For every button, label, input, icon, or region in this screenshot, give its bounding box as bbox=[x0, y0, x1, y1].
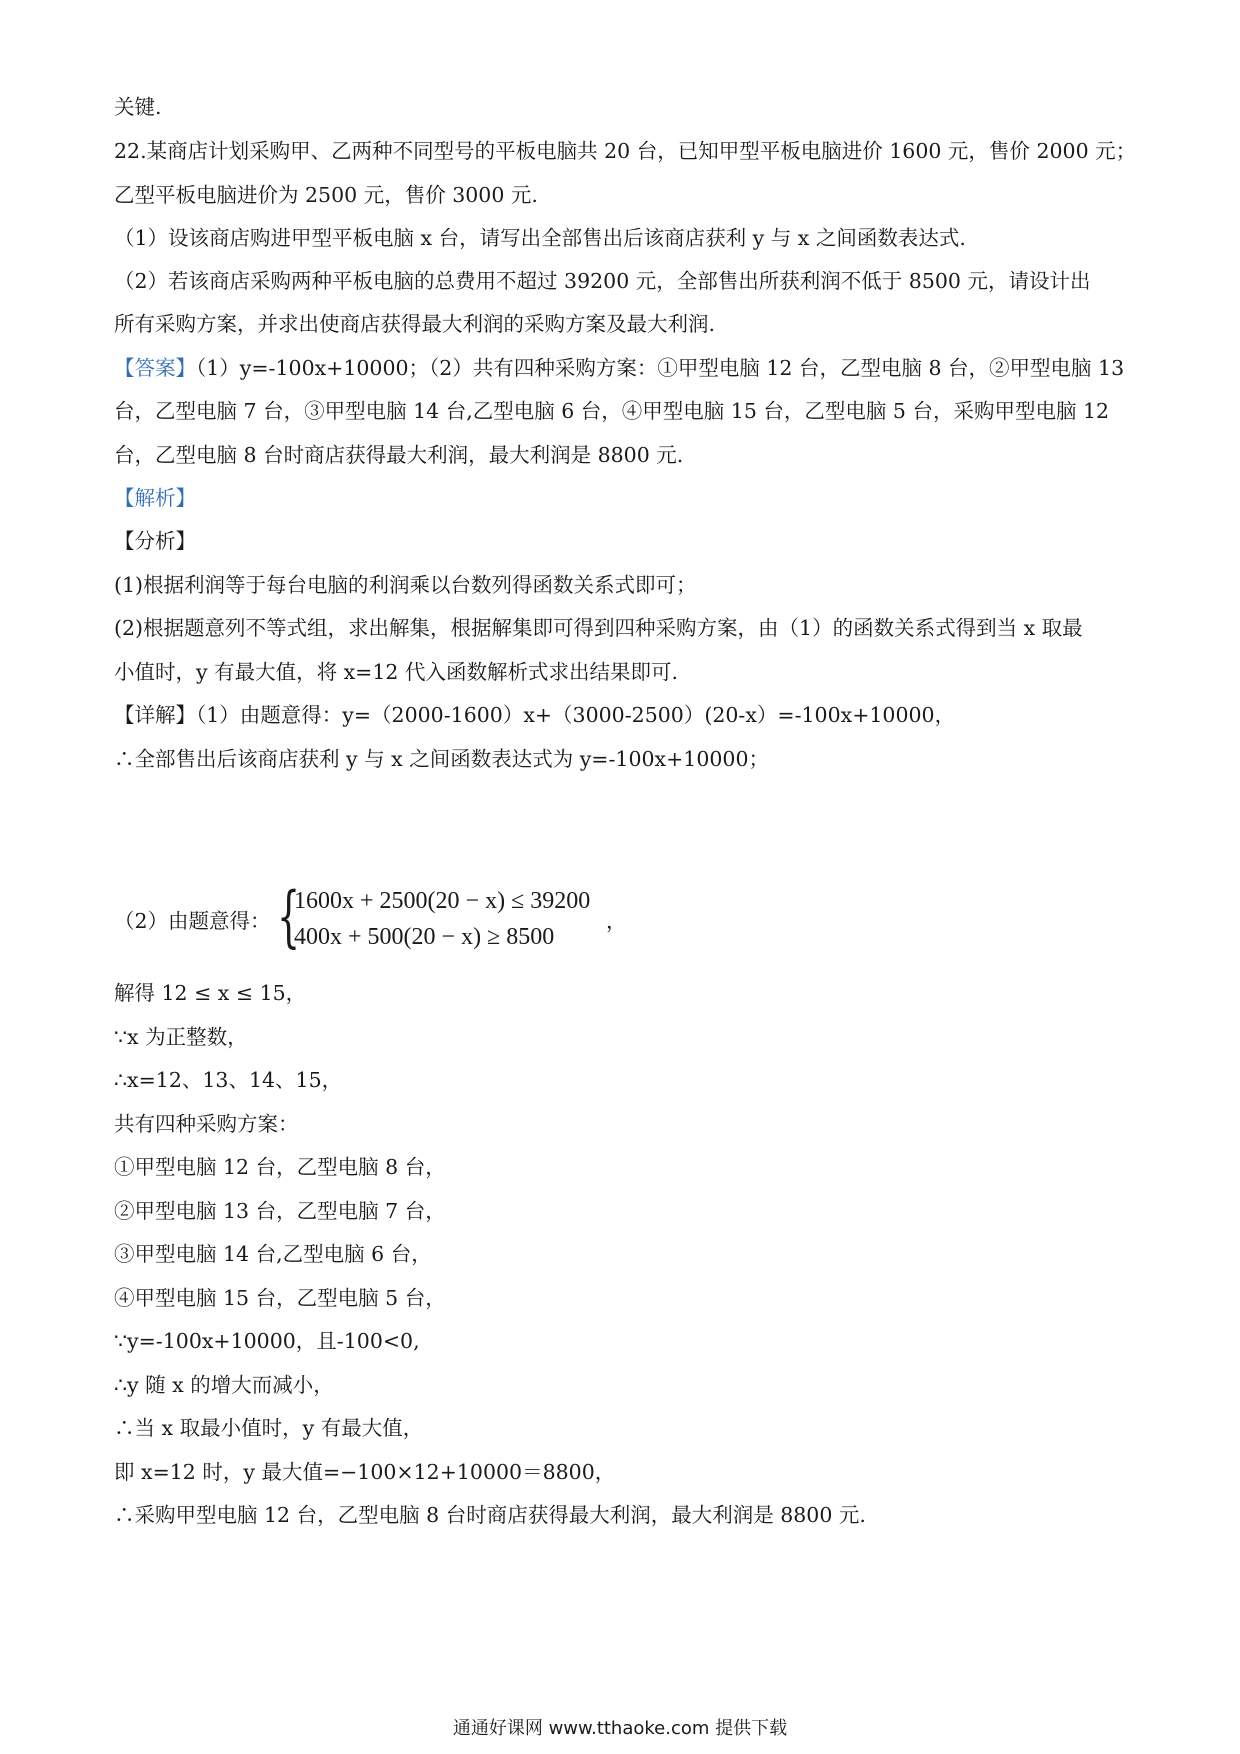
detail-line: ∴y 随 x 的增大而减小， bbox=[114, 1373, 334, 1397]
answer-line bbox=[114, 353, 1124, 383]
detail-line: 共有四种采购方案： bbox=[114, 1112, 299, 1136]
question-part-2: （2）若该商店采购两种平板电脑的总费用不超过 39200 元，全部售出所获利润不低于 8500 元，请设计出 bbox=[114, 269, 1091, 293]
plan-item: ②甲型电脑 13 台，乙型电脑 7 台， bbox=[114, 1199, 446, 1223]
section-heading: 【分析】 bbox=[114, 529, 196, 553]
question-line: 所有采购方案，并求出使商店获得最大利润的采购方案及最大利润. bbox=[114, 312, 716, 336]
detail-line: 即 x=12 时，y 最大值=−100×12+10000＝8800， bbox=[114, 1460, 616, 1484]
question-line: 乙型平板电脑进价为 2500 元，售价 3000 元. bbox=[114, 183, 538, 207]
plan-item: ④甲型电脑 15 台，乙型电脑 5 台， bbox=[114, 1286, 446, 1310]
answer-tag: 【答案】 bbox=[114, 356, 196, 380]
formula-label: （2）由题意得： bbox=[114, 909, 271, 933]
question-line: 22.某商店计划采购甲、乙两种不同型号的平板电脑共 20 台，已知甲型平板电脑进价 1600 元，售价 2000 元； bbox=[114, 139, 1137, 163]
detail-line: ∴当 x 取最小值时，y 有最大值， bbox=[114, 1416, 424, 1440]
answer-text: （1）y=-100x+10000；（2）共有四种采购方案：①甲型电脑 12 台，乙型电脑 8 台，②甲型电脑 13 bbox=[196, 356, 1125, 380]
conclusion-line: ∴采购甲型电脑 12 台，乙型电脑 8 台时商店获得最大利润，最大利润是 8800 元. bbox=[114, 1503, 866, 1527]
question-part-1: （1）设该商店购进甲型平板电脑 x 台，请写出全部售出后该商店获利 y 与 x 之间函数表达式. bbox=[114, 226, 966, 250]
detail-line: ∴x=12、13、14、15， bbox=[114, 1068, 343, 1092]
detail-line: ∴全部售出后该商店获利 y 与 x 之间函数表达式为 y=-100x+10000； bbox=[114, 747, 769, 771]
answer-line: 台，乙型电脑 7 台，③甲型电脑 14 台,乙型电脑 6 台，④甲型电脑 15 台，乙型电脑 5 台，采购甲型电脑 12 bbox=[114, 399, 1110, 423]
analysis-line: (1)根据利润等于每台电脑的利润乘以台数列得函数关系式即可； bbox=[114, 573, 697, 597]
plan-item: ①甲型电脑 12 台，乙型电脑 8 台， bbox=[114, 1155, 446, 1179]
analysis-tag: 【解析】 bbox=[114, 486, 196, 510]
detail-line: ∵y=-100x+10000，且-100<0, bbox=[114, 1329, 420, 1353]
formula-comma: ， bbox=[606, 909, 627, 933]
detail-line: ∵x 为正整数， bbox=[114, 1025, 248, 1049]
inequality-1: 1600x + 2500(20 − x) ≤ 39200 bbox=[294, 888, 591, 914]
footer-credit: 通通好课网 www.tthaoke.com 提供下载 bbox=[452, 1718, 788, 1739]
analysis-line: (2)根据题意列不等式组，求出解集，根据解集即可得到四种采购方案，由（1）的函数关系式得到当 x 取最 bbox=[114, 616, 1083, 640]
analysis-line: 小值时，y 有最大值，将 x=12 代入函数解析式求出结果即可. bbox=[114, 660, 678, 684]
detail-line: 【详解】（1）由题意得：y=（2000-1600）x+（3000-2500）(20-x）=-100x+10000， bbox=[114, 703, 956, 727]
detail-line: 解得 12 ≤ x ≤ 15， bbox=[114, 981, 307, 1005]
text-line: 关键. bbox=[114, 95, 162, 119]
plan-item: ③甲型电脑 14 台,乙型电脑 6 台， bbox=[114, 1242, 432, 1266]
answer-line: 台，乙型电脑 8 台时商店获得最大利润，最大利润是 8800 元. bbox=[114, 443, 684, 467]
inequality-2: 400x + 500(20 − x) ≥ 8500 bbox=[294, 924, 555, 950]
brace-symbol: { bbox=[277, 878, 301, 955]
